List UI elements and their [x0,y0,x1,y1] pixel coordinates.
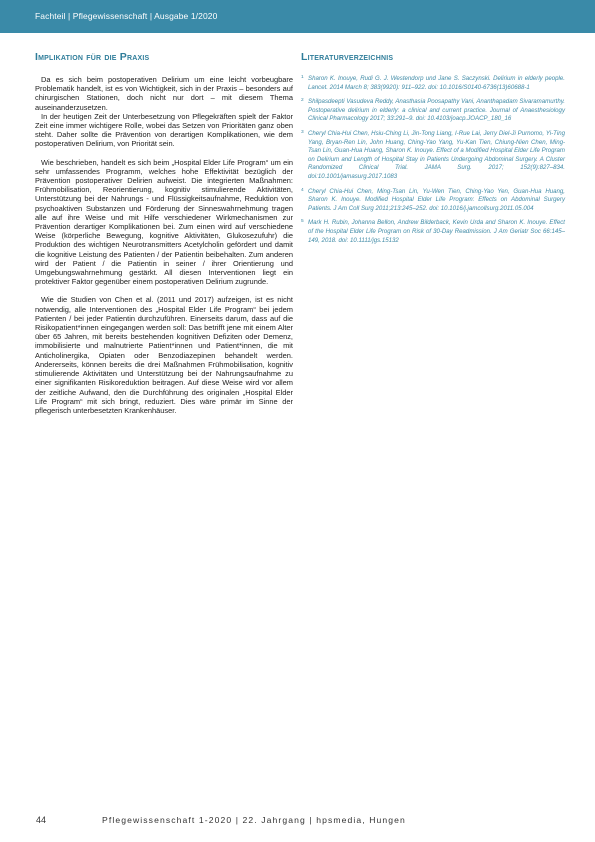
reference-item [301,188,565,214]
paragraph: Da es sich beim postoperativen Delirium um eine leicht vorbeugbare Problematik handelt, ist es von Wichtigkeit, sich in der Praxis – besonders auf chirurgischen Stationen, doch nicht nur dort – mit diesem Thema auseinanderzusetzen. [35,75,293,112]
reference-item [301,219,565,245]
paragraph: Wie die Studien von Chen et al. (2011 und 2017) aufzeigen, ist es nicht notwendig, alle Interventionen des „Hospital Elder Life Program“ bei jedem Patienten / bei jeder Patientin durchzuführen. Einerseits darum, dass auf die Risikopatient*innen eingegangen werden soll: Das betrifft jene mit einem Alter über 65 Jahren, mit bereits bestehenden kognitiven Defiziten oder Demenz, immobilisierte und malnutrierte Patient*innen und Patient*innen, die mit Anticholinergika, Opiaten oder Benzodiazepinen behandelt werden. Andererseits, können bereits die drei Maßnahmen Frühmobilisation, kognitiv stimulierende Aktivitäten und Unterstützung bei der Nahrungsaufnahme zu einer signifikanten Risikoreduktion beitragen. Auf diese Weise wird vor allem der zeitliche Aufwand, den die Durchführung des originalen „Hospital Elder Life Program“ mit sich bringt, reduziert. Dies wäre primär im Sinne der pflegerisch unterbesetzten Krankenhäuser. [35,295,293,415]
left-column [35,51,293,415]
reference-text: Shilpasdeepti Vasudeva Reddy, Anasthasia Poosapathy Vani, Ananthapadam Sivaramamurthy. Postoperative delirium in elderly: a clinical and current practice. Journal of Anaesthesiology Clinical Pharmacology 2017; 33:291–9. doi: 10.4103/joacp.JOACP_180_16 [308,98,565,123]
reference-number: 2 [301,98,304,104]
section-heading-references: Literaturverzeichnis [301,51,394,63]
page-number: 44 [36,815,47,825]
reference-text: Cheryl Chia-Hui Chen, Ming-Tsan Lin, Yu-Wen Tien, Ching-Yao Yen, Guan-Hua Huang, Sharon K. Inouye. Modified Hospital Elder Life Program: Effects on Abdominal Surgery Patients. J Am Coll Surg 2011;213:245–252. doi: 10.1016/j.jamcollsurg.2011.05.004 [308,187,565,212]
header-bar [0,0,595,33]
reference-number: 5 [301,219,304,225]
reference-list [301,75,565,245]
running-header: Fachteil | Pflegewissenschaft | Ausgabe 1/2020 [35,11,218,21]
paragraph: In der heutigen Zeit der Unterbesetzung von Pflegekräften spielt der Faktor Zeit eine immer wichtigere Rolle, wobei das Setzen von Prioritäten ganz oben steht. Daher sollte die Prävention von derartigen Komplikationen, wie dem postoperativen Delirium, von Priorität sein. [35,111,293,149]
reference-number: 4 [301,187,304,193]
reference-number: 3 [301,129,304,135]
reference-item [301,130,565,182]
section-heading-implications: Implikation für die Praxis [35,51,150,63]
right-column [301,51,565,251]
reference-text: Mark H. Rubin, Johanna Bellon, Andrew Bilderback, Kevin Urda and Sharon K. Inouye. Effect of the Hospital Elder Life Program on Risk of 30-Day Readmission. J Am Geriatr Soc 66:145–149, 2018. doi: 10.1111/jgs.15132 [308,219,565,244]
reference-item [301,98,565,124]
paragraph: Wie beschrieben, handelt es sich beim „Hospital Elder Life Program“ um ein sehr umfassendes Programm, welches hohe Effektivität bezüglich der Prävention postoperativer Delirien aufweist. Die integrierten Maßnahmen: Frühmobilisation, Reorientierung, kognitiv stimulierende Aktivitäten, Unterstützung bei der Nahrungs - und Flüssigkeitsaufnahme, Reduktion von psychoaktiven Substanzen und Förderung der Sinneswahrnehmung tragen alle auf ihre Weise und mit Hilfe verschiedener Wirkmechanismen zur Prävention derartiger Komplikationen bei. Zum einen wird auf verschiedene Weise (körperliche Bewegung, kognitive Aktivitäten, Glukosezufuhr) die Produktion des wichtigen Neurotransmitters Acetylcholin gefördert und damit die kognitive Leistung des Patienten / der Patientin beibehalten. Zum anderen wird der Patient / die Patientin in seiner / ihrer Orientierung und Umgebungswahrnehmung gestärkt. All diesen Interventionen liegt ein protektiver Faktor gegenüber einem postoperativen Delirium zugrunde. [35,157,293,287]
reference-text: Sharon K. Inouye, Rudi G. J. Westendorp und Jane S. Saczynski. Delirium in elderly people. Lancet. 2014 March 8; 383(9920): 911–922. doi: 10.1016/S0140-6736(13)60688-1 [308,75,565,91]
reference-text: Cheryl Chia-Hui Chen, Hsiu-Ching Li, Jin-Tong Liang, I-Rue Lai, Jerry Diel-Ji Purnomo, Yi-Ting Yang, Bryan-Ren Lin, John Huang, Ching-Yao Yang, Yu-Kan Tien, Chiung-Nien Chen, Ming-Tsan Lin, Guan-Hua Huang, Sharon K. Inouye. Effect of a Modified Hospital Elder Life Program on Delirium and Length of Hospital Stay in Patients Undergoing Abdominal Surgery. A Cluster Randomized Clinical Trial. JAMA Surg. 2017; 152(9):827–834. doi:10.1001/jamasurg.2017.1083 [308,129,565,180]
reference-number: 1 [301,75,304,80]
reference-item [301,75,565,92]
body-text [35,75,293,415]
footer-text: Pflegewissenschaft 1-2020 | 22. Jahrgang | hpsmedia, Hungen [102,815,406,825]
